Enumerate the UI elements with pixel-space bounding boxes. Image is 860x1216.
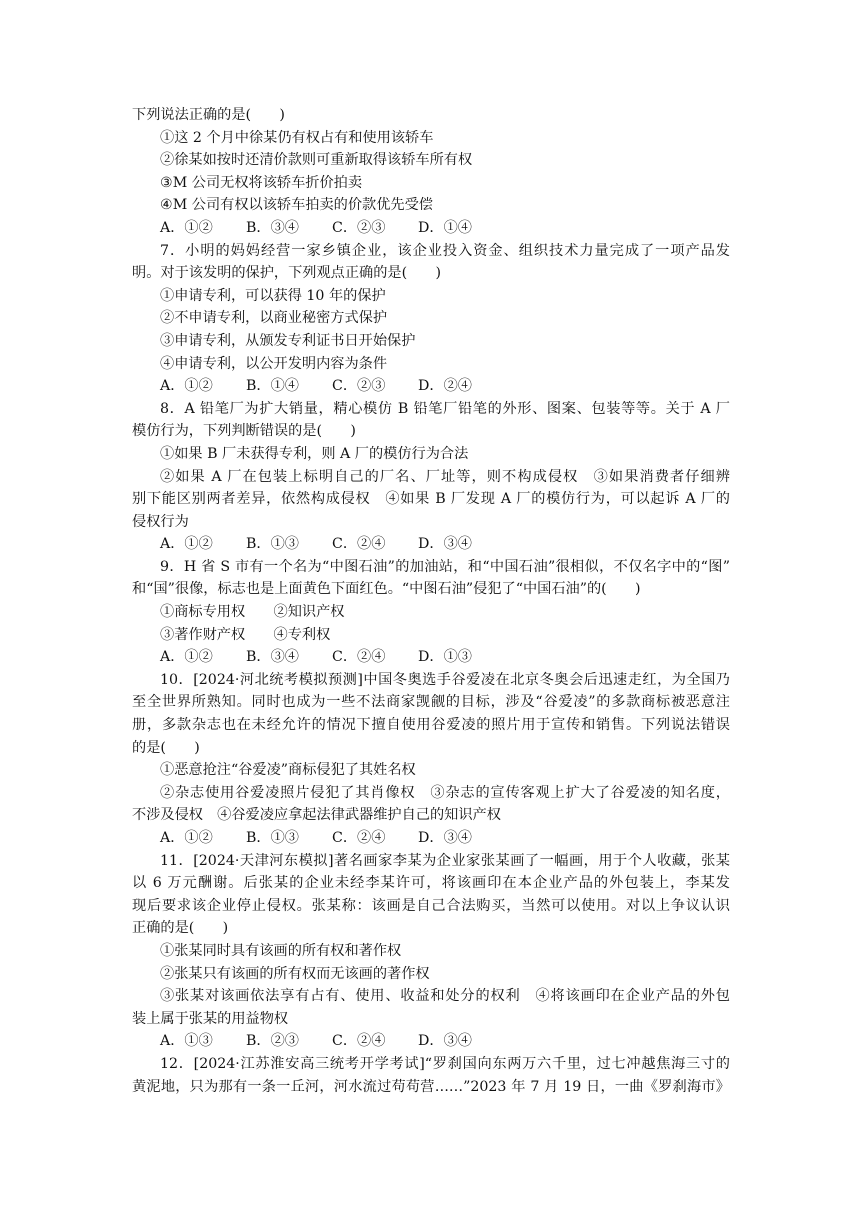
text-line: ④申请专利，以公开发明内容为条件: [160, 355, 388, 372]
answer-option: B．①④: [246, 378, 299, 395]
text-line: 的是( ): [132, 739, 200, 756]
answer-options: [132, 217, 730, 240]
text-line: 9．H 省 S 市有一个名为“中图石油”的加油站，和“中国石油”很相似，不仅名字中的“图”: [160, 558, 730, 575]
text-line: ②杂志使用谷爱凌照片侵犯了其肖像权 ③杂志的宣传客观上扩大了谷爱凌的知名度，: [160, 784, 730, 801]
text-line: ①商标专用权 ②知识产权: [160, 604, 345, 621]
text-line: 不涉及侵权 ④谷爱凌应拿起法律武器维护自己的知识产权: [132, 807, 501, 824]
text-line: ①申请专利，可以获得 10 年的保护: [160, 287, 386, 304]
text-line: ②徐某如按时还清价款则可重新取得该轿车所有权: [160, 152, 473, 169]
text-line: ②不申请专利，以商业秘密方式保护: [160, 310, 388, 327]
answer-option: C．②④: [332, 536, 386, 553]
text-line: 和“国”很像，标志也是上面黄色下面红色。“中图石油”侵犯了“中国石油”的( ): [132, 581, 641, 598]
answer-option: A．①②: [160, 649, 213, 666]
text-line: ①如果 B 厂未获得专利，则 A 厂的模仿行为合法: [160, 445, 469, 462]
text-line: 下列说法正确的是( ): [132, 107, 285, 123]
text-line: ③M 公司无权将该轿车折价拍卖: [160, 174, 363, 191]
text-line: 册，多款杂志也在未经允许的情况下擅自使用谷爱凌的照片用于宣传和销售。下列说法错误: [132, 717, 730, 734]
text-line: 现后要求该企业停止侵权。张某称：该画是自己合法购买，当然可以使用。对以上争议认识: [132, 897, 730, 914]
answer-options: [132, 375, 730, 398]
text-line: 模仿行为，下列判断错误的是( ): [132, 423, 356, 440]
text-line: ②张某只有该画的所有权而无该画的著作权: [160, 965, 430, 982]
text-line: 12．[2024·江苏淮安高三统考开学考试]“罗刹国向东两万六千里，过七冲越焦海三寸的: [160, 1055, 730, 1072]
answer-option: D．②④: [418, 378, 472, 395]
text-line: ①恶意抢注“谷爱凌”商标侵犯了其姓名权: [160, 762, 416, 779]
answer-option: B．①③: [246, 536, 299, 553]
answer-options: [132, 1030, 730, 1053]
text-line: 黄泥地，只为那有一条一丘河，河水流过苟苟营……”2023 年 7 月 19 日，一曲《罗刹海市》: [132, 1078, 730, 1095]
answer-option: C．②③: [332, 378, 386, 395]
answer-option: C．②③: [332, 219, 386, 236]
answer-option: C．②④: [332, 649, 386, 666]
answer-option: D．①③: [418, 649, 472, 666]
text-line: 正确的是( ): [132, 920, 229, 937]
answer-option: B．①③: [246, 830, 299, 846]
answer-option: A．①②: [160, 536, 213, 553]
text-line: 侵权行为: [132, 513, 189, 530]
text-line: ①这 2 个月中徐某仍有权占有和使用该轿车: [160, 129, 434, 146]
text-line: 至全世界所熟知。同时也成为一些不法商家觊觎的目标，涉及“谷爱凌”的多款商标被恶意注: [132, 694, 730, 711]
answer-option: D．①④: [418, 219, 472, 236]
text-line: 别下能区别两者差异，依然构成侵权 ④如果 B 厂发现 A 厂的模仿行为，可以起诉 A 厂的: [132, 491, 730, 508]
answer-option: D．③④: [418, 536, 472, 553]
answer-options: [132, 646, 730, 669]
text-line: ③张某对该画依法享有占有、使用、收益和处分的权利 ④将该画印在企业产品的外包: [160, 988, 730, 1005]
answer-option: D．③④: [418, 1033, 472, 1050]
text-line: 装上属于张某的用益物权: [132, 1010, 289, 1027]
answer-options: [132, 533, 730, 556]
answer-option: C．②④: [332, 830, 386, 846]
answer-option: A．①②: [160, 219, 213, 236]
answer-option: A．①②: [160, 830, 213, 846]
text-line: ④M 公司有权以该轿车拍卖的价款优先受偿: [160, 197, 433, 214]
answer-option: D．③④: [418, 830, 472, 846]
text-line: ①张某同时具有该画的所有权和著作权: [160, 942, 402, 959]
answer-option: C．②④: [332, 1033, 386, 1050]
text-line: 11．[2024·天津河东模拟]著名画家李某为企业家张某画了一幅画，用于个人收藏，张某: [160, 852, 730, 869]
text-line: 以 6 万元酬谢。后张某的企业未经李某许可，将该画印在本企业产品的外包装上，李某发: [132, 875, 730, 892]
text-line: 明。对于该发明的保护，下列观点正确的是( ): [132, 265, 442, 282]
answer-option: B．②③: [246, 1033, 299, 1050]
answer-options: [132, 827, 730, 850]
text-line: 8．A 铅笔厂为扩大销量，精心模仿 B 铅笔厂铅笔的外形、图案、包装等等。关于 A 厂: [160, 400, 730, 417]
answer-option: B．③④: [246, 649, 299, 666]
text-line: 7．小明的妈妈经营一家乡镇企业，该企业投入资金、组织技术力量完成了一项产品发: [160, 242, 730, 259]
answer-option: A．①②: [160, 378, 213, 395]
text-line: ③申请专利，从颁发专利证书日开始保护: [160, 332, 416, 349]
answer-option: A．①③: [160, 1033, 213, 1050]
text-line: ③著作财产权 ④专利权: [160, 626, 331, 643]
text-line: 10．[2024·河北统考模拟预测]中国冬奥选手谷爱凌在北京冬奥会后迅速走红，为全国乃: [160, 671, 730, 688]
document-page: [132, 104, 730, 1098]
answer-option: B．③④: [246, 219, 299, 236]
text-line: ②如果 A 厂在包装上标明自己的厂名、厂址等，则不构成侵权 ③如果消费者仔细辨: [160, 468, 730, 485]
